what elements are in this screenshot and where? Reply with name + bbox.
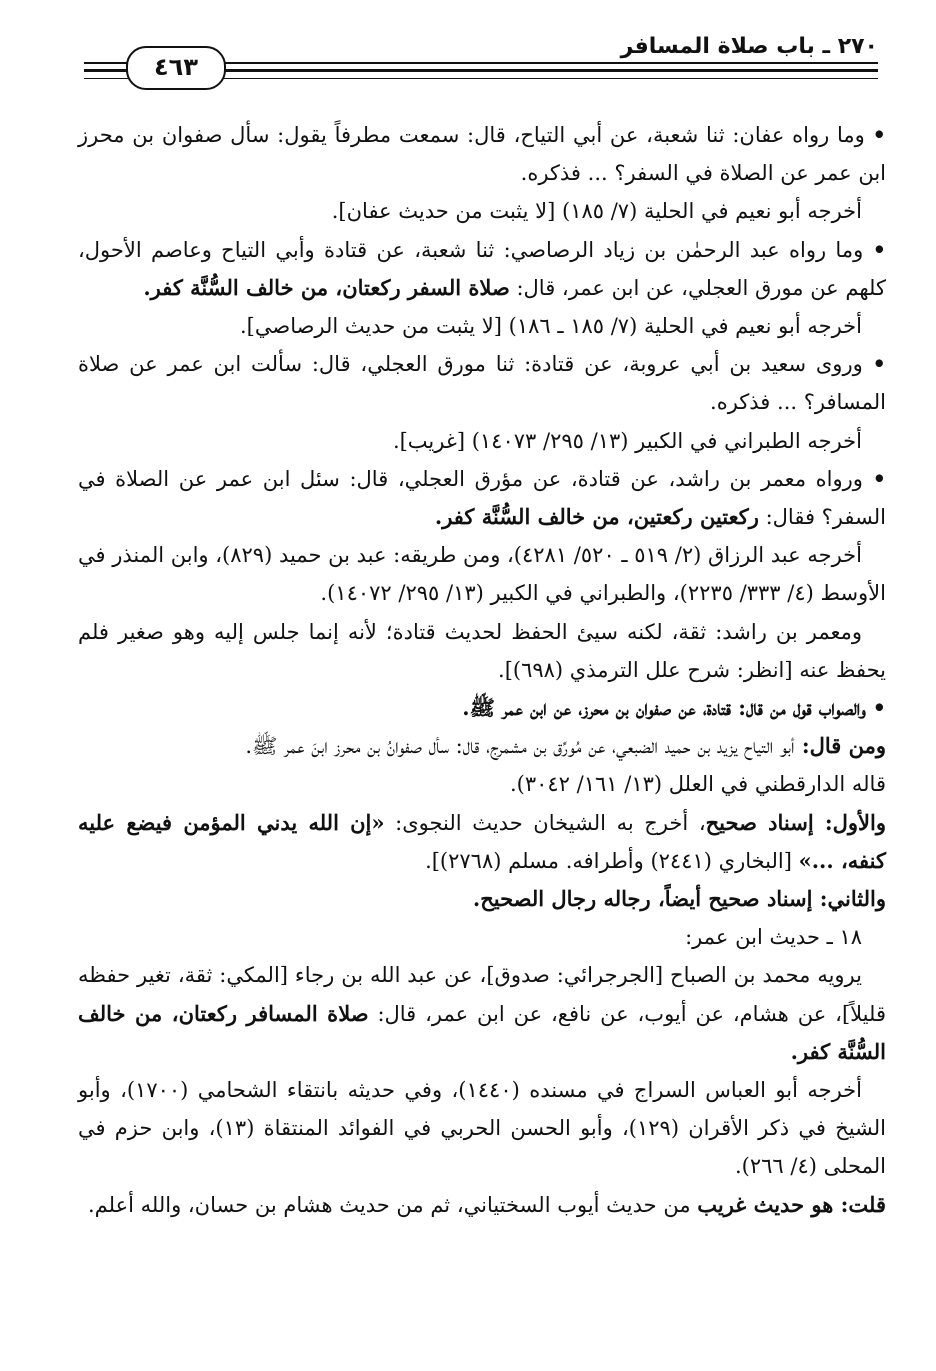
bullet-mark: • [872, 695, 886, 721]
citation-text: أخرجه أبو العباس السراج في مسنده (١٤٤٠)، وفي حديثه بانتقاء الشحامي (١٧٠٠)، وأبو الشيخ في ذكر الأقران (١٢٩)، وأبو الحسن الحربي في الفوائد المنتقاة (١٣)، وابن حزم في المحلى (٤/ ٢٦٦). [78, 1078, 887, 1179]
lead-phrase: ومن قال: [794, 733, 886, 759]
chapter-title: ٢٧٠ ـ باب صلاة المسافر [611, 34, 878, 59]
paragraph [78, 880, 886, 918]
paragraph-text: ومعمر بن راشد: ثقة، لكنه سيئ الحفظ لحديث قتادة؛ لأنه إنما جلس إليه وهو صغير فلم يحفظ عنه [انظر: شرح علل الترمذي (٦٩٨)]. [78, 619, 886, 682]
paragraph-text: من حديث أيوب السختياني، ثم من حديث هشام بن حسان، والله أعلم. [87, 1192, 698, 1217]
hadith-text: ركعتين ركعتين، من خالف السُّنَّة كفر [442, 504, 759, 530]
citation-text: أخرجه أبو نعيم في الحلية (٧/ ١٨٥) [لا يثبت من حديث عفان]. [331, 199, 862, 224]
page-body [78, 116, 886, 1224]
citation-text: أخرجه أبو نعيم في الحلية (٧/ ١٨٥ ـ ١٨٦) [لا يثبت من حديث الرصاصي]. [239, 314, 862, 339]
paragraph [78, 727, 886, 765]
paragraph-text: قتادة، عن صفوان بن محرز، عن ابن عمر ﷺ. [462, 695, 731, 721]
punctuation: . [790, 1038, 798, 1064]
paragraph-text: قاله الدارقطني في العلل (١٣/ ١٦١/ ٣٠٤٢). [509, 772, 886, 797]
page-number-badge: ٤٦٣ [126, 46, 226, 90]
punctuation: . [143, 274, 151, 300]
citation-text: أخرجه الطبراني في الكبير (١٣/ ٢٩٥/ ١٤٠٧٣) [غريب]. [392, 428, 862, 453]
hadith-text: صلاة المسافر ركعتان، من خالف السُّنَّة كفر [78, 1000, 886, 1064]
paragraph-text: وما رواه عفان: ثنا شعبة، عن أبي التياح، قال: سمعت مطرفاً يقول: سأل صفوان بن محرز ابن عمر عن الصلاة في السفر؟ ... فذكره. [78, 123, 886, 186]
paragraph-text: وما رواه عبد الرحمٰن بن زياد الرصاصي: ثنا شعبة، عن قتادة وأبي التياح وعاصم الأحول، كلهم عن مورق العجلي، عن ابن عمر، قال: [78, 237, 886, 300]
lead-phrase: والأول: إسناد صحيح [705, 809, 886, 835]
paragraph-text: والثاني: إسناد صحيح أيضاً، رجاله رجال الصحيح. [472, 886, 886, 912]
citation [78, 192, 886, 230]
bullet-mark: • [872, 236, 886, 262]
lead-phrase: والصواب قول من قال: [730, 695, 866, 721]
paragraph [78, 460, 886, 536]
hadith-text: صلاة السفر ركعتان، من خالف السُّنَّة كفر [150, 274, 510, 300]
citation [78, 422, 886, 460]
paragraph [78, 613, 886, 689]
paragraph-text: وروى سعيد بن أبي عروبة، عن قتادة: ثنا مورق العجلي، قال: سألت ابن عمر عن صلاة المسافر؟ ... فذكره. [78, 352, 886, 415]
paragraph [78, 804, 886, 880]
paragraph-text: ، أخرج به الشيخان حديث النجوى: [384, 810, 706, 835]
paragraph [78, 231, 886, 307]
paragraph-text: ورواه معمر بن راشد، عن قتادة، عن مؤرق العجلي، قال: سئل ابن عمر عن الصلاة في السفر؟ فقال: [78, 466, 886, 530]
punctuation: . [434, 504, 443, 530]
paragraph [78, 689, 886, 727]
paragraph [78, 345, 886, 421]
hadith-text: «إن الله يدني المؤمن فيضع عليه كنفه، ...» [78, 809, 886, 873]
bullet-mark: • [872, 465, 886, 491]
paragraph-text: هو حديث غريب [697, 1191, 834, 1217]
citation [78, 536, 886, 612]
paragraph [78, 765, 886, 803]
lead-phrase: قلت: [833, 1191, 886, 1217]
citation [78, 307, 886, 345]
bullet-mark: • [872, 122, 886, 147]
citation [78, 1071, 886, 1186]
section-heading-text: ١٨ ـ حديث ابن عمر: [685, 925, 862, 950]
paragraph-text: أبو التياح يزيد بن حميد الضبعي، عن مُورِّق بن مشمرج، قال: سأل صفوانُ بن محرز ابنَ عمر ﷺ. [245, 734, 795, 759]
citation-text: أخرجه عبد الرزاق (٢/ ٥١٩ ـ ٥٢٠/ ٤٢٨١)، ومن طريقه: عبد بن حميد (٨٢٩)، وابن المنذر في الأوسط (٤/ ٣٣٣/ ٢٢٣٥)، والطبراني في الكبير (١٣/ ٢٩٥/ ١٤٠٧٢). [78, 543, 886, 606]
citation-text: [البخاري (٢٤٤١) وأطرافه. مسلم (٢٧٦٨)]. [425, 848, 799, 873]
paragraph-text: يرويه محمد بن الصباح [الجرجرائي: صدوق]، عن عبد الله بن رجاء [المكي: ثقة، تغير حفظه قليلاً]، عن هشام، عن أيوب، عن نافع، عن ابن عمر، قال: [78, 963, 887, 1026]
page-header [84, 34, 878, 94]
section-heading [78, 918, 886, 956]
bullet-mark: • [872, 351, 886, 377]
paragraph [78, 956, 886, 1071]
paragraph [78, 1186, 886, 1224]
paragraph [78, 116, 886, 192]
